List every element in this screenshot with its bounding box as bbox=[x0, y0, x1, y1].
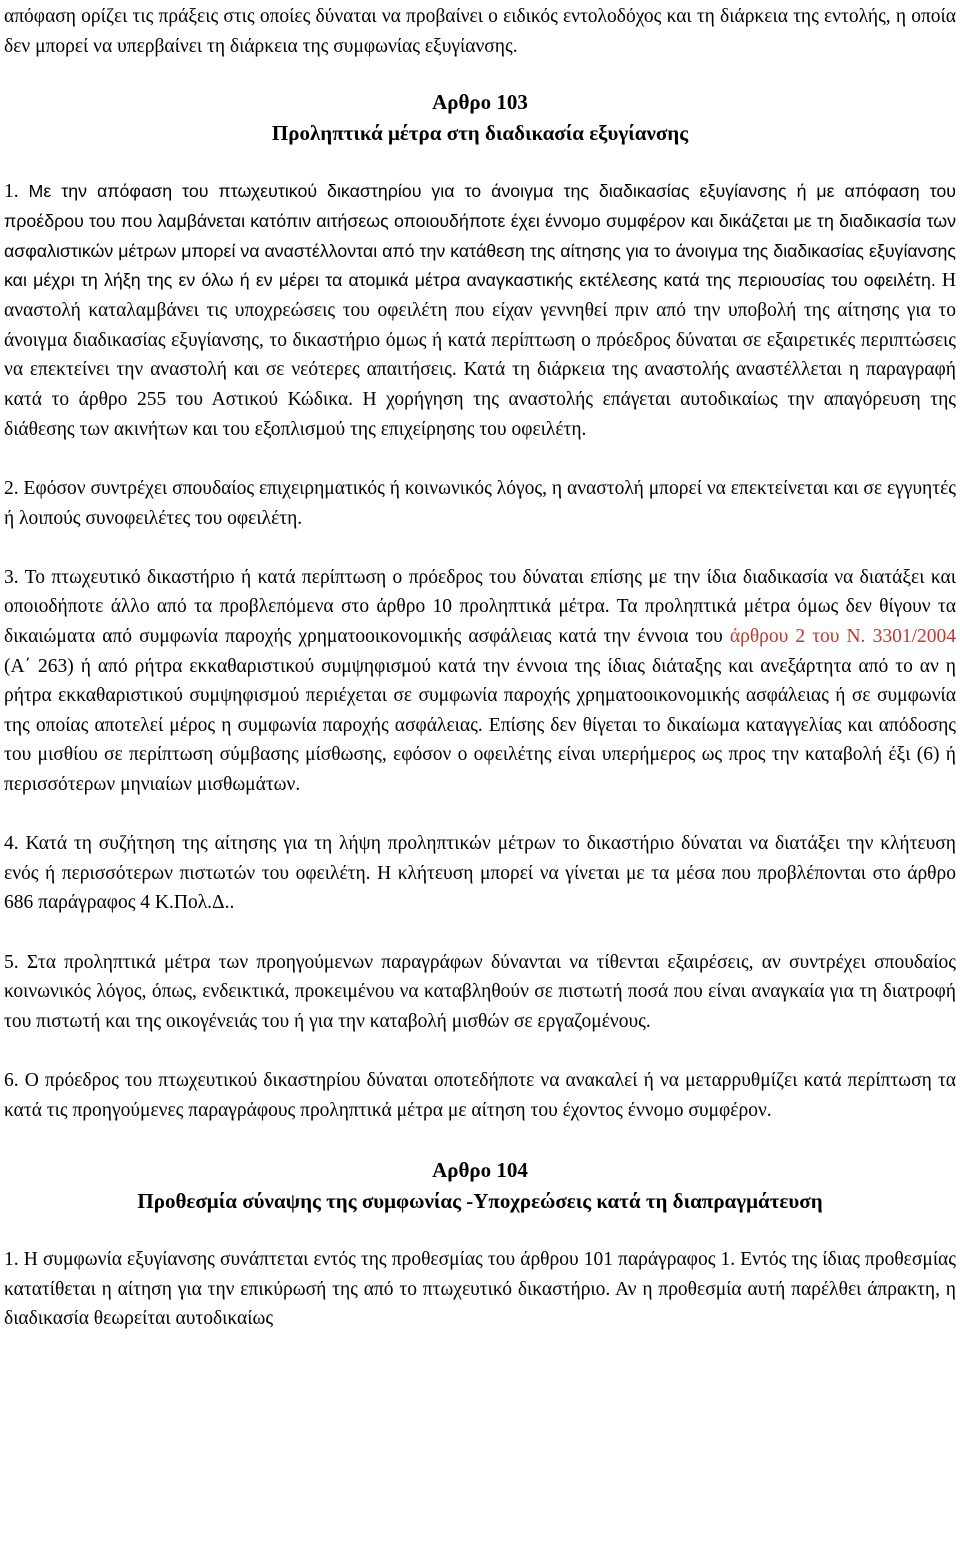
paragraph-1-serif-text: Η αναστολή καταλαμβάνει τις υποχρεώσεις του οφειλέτη που είχαν γεννηθεί πριν από την υποβολή της αίτησης για το άνοιγμα διαδικασίας εξυγίανσης, το δικαστήριο όμως ή κατά περίπτωση ο πρόεδρος δύναται σε εξαιρετικές περιπτώσεις να επεκτείνει την αναστολή και σε νεότερες απαιτήσεις. Κατά τη διάρκεια της αναστολής αναστέλλεται η παραγραφή κατά το άρθρο 255 του Αστικού Κώδικα. Η χορήγηση της αναστολής επάγεται αυτοδικαίως την απαγόρευση της διάθεσης των ακινήτων και του εξοπλισμού της επιχείρησης του οφειλέτη. bbox=[4, 270, 957, 440]
article-104-paragraph-1: 1. Η συμφωνία εξυγίανσης συνάπτεται εντός της προθεσμίας του άρθρου 101 παράγραφος 1. Εντός της ίδιας προθεσμίας κατατίθεται η αίτηση για την επικύρωσή της από το πτωχευτικό δικαστήριο. Αν η προθεσμία αυτή παρέλθει άπρακτη, η διαδικασία θεωρείται αυτοδικαίως bbox=[4, 1249, 956, 1330]
article-103-paragraph-6: 6. Ο πρόεδρος του πτωχευτικού δικαστηρίου δύναται οποτεδήποτε να ανακαλεί ή να μεταρρυθμίζει κατά περίπτωση τα κατά τις προηγούμενες παραγράφους προληπτικά μέτρα με αίτηση του έχοντος έννομο συμφέρον. bbox=[4, 1069, 956, 1121]
law-reference-link[interactable]: άρθρου 2 του Ν. 3301/2004 bbox=[729, 626, 956, 648]
paragraph-1-sans-text: Με την απόφαση του πτωχευτικού δικαστηρίου για το άνοιγμα της διαδικασίας εξυγίανσης ή με απόφαση του προέδρου του που λαμβάνεται κατόπιν αιτήσεως οποιουδήποτε έχει έννομο συμφέρον και δικάζεται με τη διαδικασία των ασφαλιστικών μέτρων μπορεί να αναστέλλονται από την κατάθεση της αίτησης για το άνοιγμα της διαδικασίας εξυγίανσης και μέχρι τη λήξη της εν όλω ή εν μέρει τα ατομικά μέτρα αναγκαστικής εκτέλεσης κατά της περιουσίας του οφειλέτη. bbox=[4, 181, 957, 291]
article-103-paragraph-2: 2. Εφόσον συντρέχει σπουδαίος επιχειρηματικός ή κοινωνικός λόγος, η αναστολή μπορεί να επεκτείνεται και σε εγγυητές ή λοιπούς συνοφειλέτες του οφειλέτη. bbox=[4, 478, 956, 529]
article-103-paragraph-1 bbox=[4, 177, 956, 444]
article-104-subtitle: Προθεσμία σύναψης της συμφωνίας -Υποχρεώσεις κατά τη διαπραγμάτευση bbox=[137, 1189, 823, 1214]
intro-paragraph: απόφαση ορίζει τις πράξεις στις οποίες δύναται να προβαίνει ο ειδικός εντολοδόχος και τη διάρκεια της εντολής, η οποία δεν μπορεί να υπερβαίνει τη διάρκεια της συμφωνίας εξυγίανσης. bbox=[4, 6, 956, 57]
document-page bbox=[4, 0, 956, 1334]
paragraph-3-text-start: 3. Το πτωχευτικό δικαστήριο ή κατά περίπτωση ο πρόεδρος του δύναται επίσης με την ίδια διαδικασία να διατάξει και οποιοδήποτε άλλο από τα προβλεπόμενα στο άρθρο 10 προληπτικά μέτρα. Τα προληπτικά μέτρα όμως δεν θίγουν τα δικαιώματα από συμφωνία παροχής χρηματοοικονομικής ασφάλειας κατά την έννοια του bbox=[4, 566, 956, 648]
paragraph-1-number: 1. bbox=[4, 181, 19, 203]
article-103-paragraph-5: 5. Στα προληπτικά μέτρα των προηγούμενων παραγράφων δύνανται να τίθενται εξαιρέσεις, αν συντρέχει σπουδαίος κοινωνικός λόγος, όπως, ενδεικτικά, προκειμένου να καταβληθούν σε πιστωτή ποσά που είναι αναγκαία για τη διατροφή του πιστωτή και της οικογένειάς του ή για την καταβολή μισθών σε εργαζομένους. bbox=[4, 951, 956, 1032]
paragraph-3-text-end: (Α΄ 263) ή από ρήτρα εκκαθαριστικού συμψηφισμού κατά την έννοια της ίδιας διάταξης και ανεξάρτητα από το αν η ρήτρα εκκαθαριστικού συμψηφισμού περιέχεται σε συμφωνία παροχής χρηματοοικονομικής ασφάλειας ή σε συμφωνία της οποίας αποτελεί μέρος η συμφωνία παροχής ασφάλειας. Επίσης δεν θίγεται το δικαίωμα καταγγελίας και απόδοσης του μισθίου σε περίπτωση σύμβασης μίσθωσης, εφόσον ο οφειλέτης είναι υπερήμερος ως προς την καταβολή έξι (6) ή περισσότερων μηνιαίων μισθωμάτων. bbox=[4, 655, 956, 796]
article-104-title: Αρθρο 104 bbox=[432, 1158, 528, 1183]
article-103-title: Αρθρο 103 bbox=[432, 90, 528, 115]
article-103-paragraph-4: 4. Κατά τη συζήτηση της αίτησης για τη λήψη προληπτικών μέτρων το δικαστήριο δύναται να διατάξει την κλήτευση ενός ή περισσότερων πιστωτών του οφειλέτη. Η κλήτευση μπορεί να γίνεται με τα μέσα που προβλέπονται στο άρθρο 686 παράγραφος 4 Κ.Πολ.Δ.. bbox=[4, 833, 956, 914]
article-103-subtitle: Προληπτικά μέτρα στη διαδικασία εξυγίανσης bbox=[271, 121, 689, 146]
article-103-paragraph-3 bbox=[4, 563, 956, 800]
